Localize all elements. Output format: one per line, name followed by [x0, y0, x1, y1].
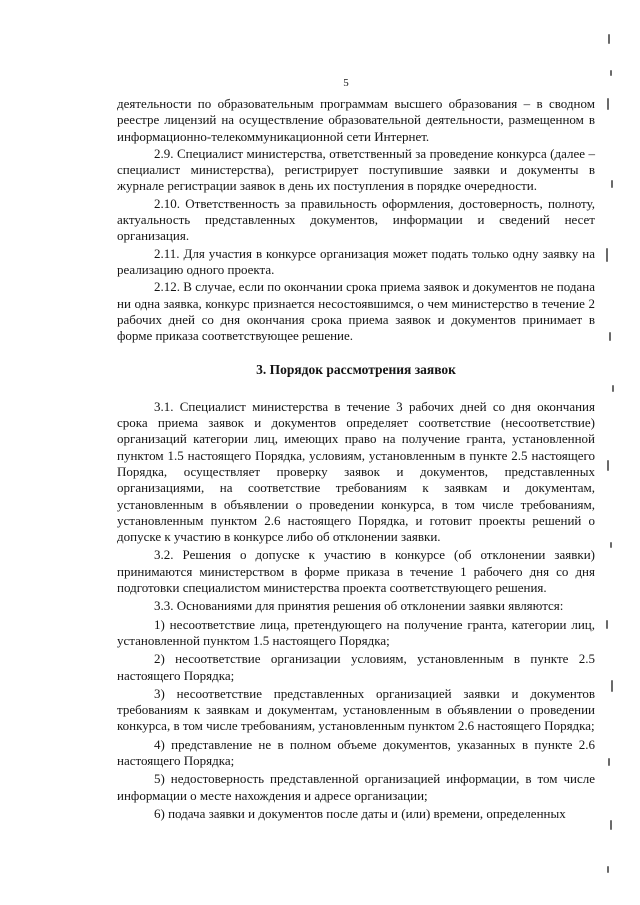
paragraph-2-10: 2.10. Ответственность за правильность оформления, достоверность, полноту, актуальность представленных документов, информации и сведений несет организация.: [117, 195, 595, 244]
paragraph-2-9: 2.9. Специалист министерства, ответственный за проведение конкурса (далее – специалист министерства), регистрирует поступившие заявки и документы в журнале регистрации заявок в день их поступления в порядке очередности.: [117, 145, 595, 194]
scan-edge-marks: [604, 30, 618, 890]
section-3: [117, 399, 595, 822]
document-body: [117, 96, 595, 824]
page-number: 5: [343, 77, 349, 89]
section-2-continuation: [117, 96, 595, 344]
list-item-6: 6) подача заявки и документов после даты и (или) времени, определенных: [154, 805, 566, 821]
list-item-4: 4) представление не в полном объеме документов, указанных в пункте 2.6 настоящего Порядка;: [117, 736, 595, 768]
paragraph-3-2: 3.2. Решения о допуске к участию в конкурсе (об отклонении заявки) принимаются министерством в форме приказа в течение 1 рабочего дня со дня подготовки специалистом министерства проекта соответствующего решения.: [117, 547, 595, 596]
section-3-heading: 3. Порядок рассмотрения заявок: [256, 362, 456, 378]
list-item-2: 2) несоответствие организации условиям, установленным в пункте 2.5 настоящего Порядка;: [117, 651, 595, 683]
paragraph-3-3: 3.3. Основаниями для принятия решения об отклонении заявки являются:: [154, 598, 564, 614]
list-item-1: 1) несоответствие лица, претендующего на получение гранта, категории лиц, установленной пунктом 1.5 настоящего Порядка;: [117, 616, 595, 648]
paragraph-2-12: 2.12. В случае, если по окончании срока приема заявок и документов не подана ни одна заявка, конкурс признается несостоявшимся, о чем министерство в течение 2 рабочих дней со дня окончания срока приема заявок и документов принимает в форме приказа соответствующее решение.: [117, 279, 595, 344]
paragraph-3-1: 3.1. Специалист министерства в течение 3 рабочих дней со дня окончания срока приема заявок и документов определяет соответствие (несоответствие) организаций категории лиц, имеющих право на получение гранта, установленной пунктом 1.5 настоящего Порядка, условиям, установленным в пункте 2.5 настоящего Порядка, осуществляет проверку заявок и документов, представленных организациями, на соответствие требованиям к заявкам и документам, установленным в объявлении о проведении конкурса, в том числе требованиям, установленным пунктом 2.6 настоящего Порядка, и готовит проекты решений о допуске к участию в конкурсе либо об отклонении заявки.: [117, 398, 595, 545]
paragraph-continuation: деятельности по образовательным программам высшего образования – в сводном реестре лицензий на осуществление образовательной деятельности, размещенном в информационно-телекоммуникационной сети Интернет.: [117, 96, 595, 144]
list-item-3: 3) несоответствие представленных организацией заявки и документов требованиям к заявкам и документам, установленным в объявлении о проведении конкурса, в том числе требованиям, установленным пунктом 2.6 настоящего Порядка;: [117, 685, 595, 734]
list-item-5: 5) недостоверность представленной организацией информации, в том числе информации о месте нахождения и адресе организации;: [117, 771, 595, 803]
paragraph-2-11: 2.11. Для участия в конкурсе организация может подать только одну заявку на реализацию одного проекта.: [117, 245, 595, 277]
